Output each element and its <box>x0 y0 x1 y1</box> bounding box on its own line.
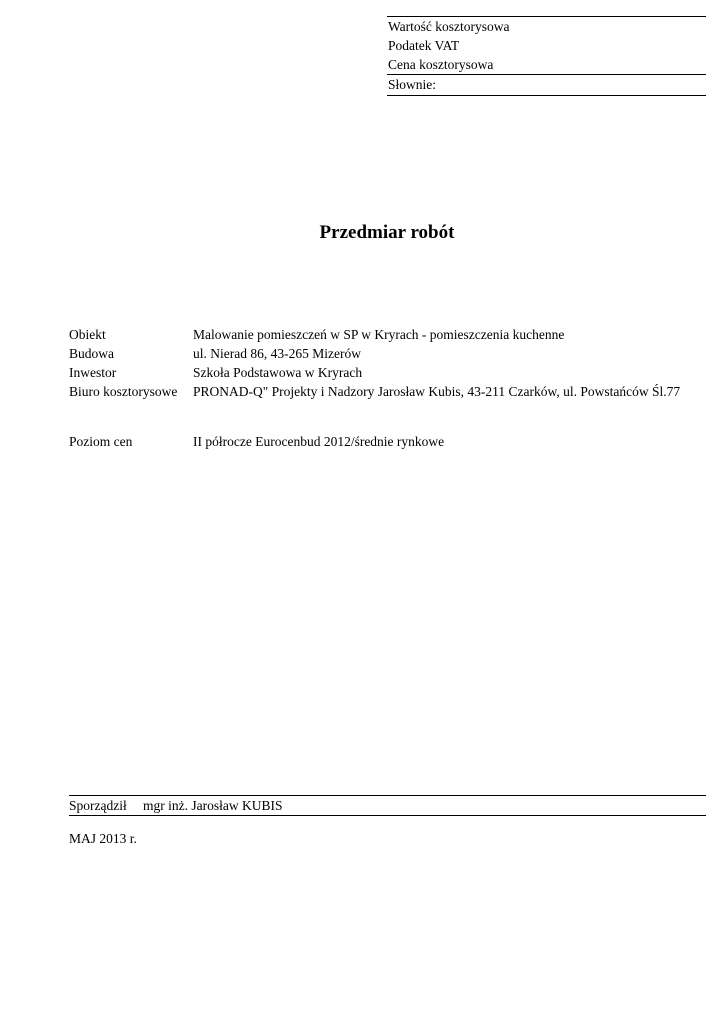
footer-block <box>69 795 706 816</box>
author-row <box>69 796 706 815</box>
footer-bottom-rule <box>69 815 706 816</box>
info-row-construction <box>69 344 680 363</box>
author-value: mgr inż. Jarosław KUBIS <box>143 798 283 813</box>
info-row-office <box>69 382 680 401</box>
price-level-label: Poziom cen <box>69 434 133 449</box>
info-row-investor <box>69 363 680 382</box>
in-words-label: Słownie: <box>388 77 437 92</box>
price-level-row <box>69 432 444 451</box>
investor-label: Inwestor <box>69 365 117 380</box>
document-date: MAJ 2013 r. <box>69 831 137 846</box>
summary-bottom-rule <box>387 95 706 96</box>
summary-box <box>387 16 706 96</box>
document-title: Przedmiar robót <box>319 222 455 243</box>
construction-label: Budowa <box>69 346 114 361</box>
info-table <box>69 325 680 401</box>
object-value: Malowanie pomieszczeń w SP w Kryrach - pomieszczenia kuchenne <box>193 327 565 342</box>
info-row-object <box>69 325 680 344</box>
office-value: PRONAD-Q" Projekty i Nadzory Jarosław Kubis, 43-211 Czarków, ul. Powstańców Śl.77 <box>193 384 681 399</box>
investor-value: Szkoła Podstawowa w Kryrach <box>193 365 363 380</box>
construction-value: ul. Nierad 86, 43-265 Mizerów <box>193 346 361 361</box>
estimate-price-label: Cena kosztorysowa <box>388 57 494 72</box>
estimate-value-label: Wartość kosztorysowa <box>388 19 510 34</box>
office-label: Biuro kosztorysowe <box>69 384 178 399</box>
vat-label: Podatek VAT <box>388 38 460 53</box>
author-label: Sporządził <box>69 798 127 813</box>
object-label: Obiekt <box>69 327 106 342</box>
price-level-value: II półrocze Eurocenbud 2012/średnie rynkowe <box>193 434 445 449</box>
